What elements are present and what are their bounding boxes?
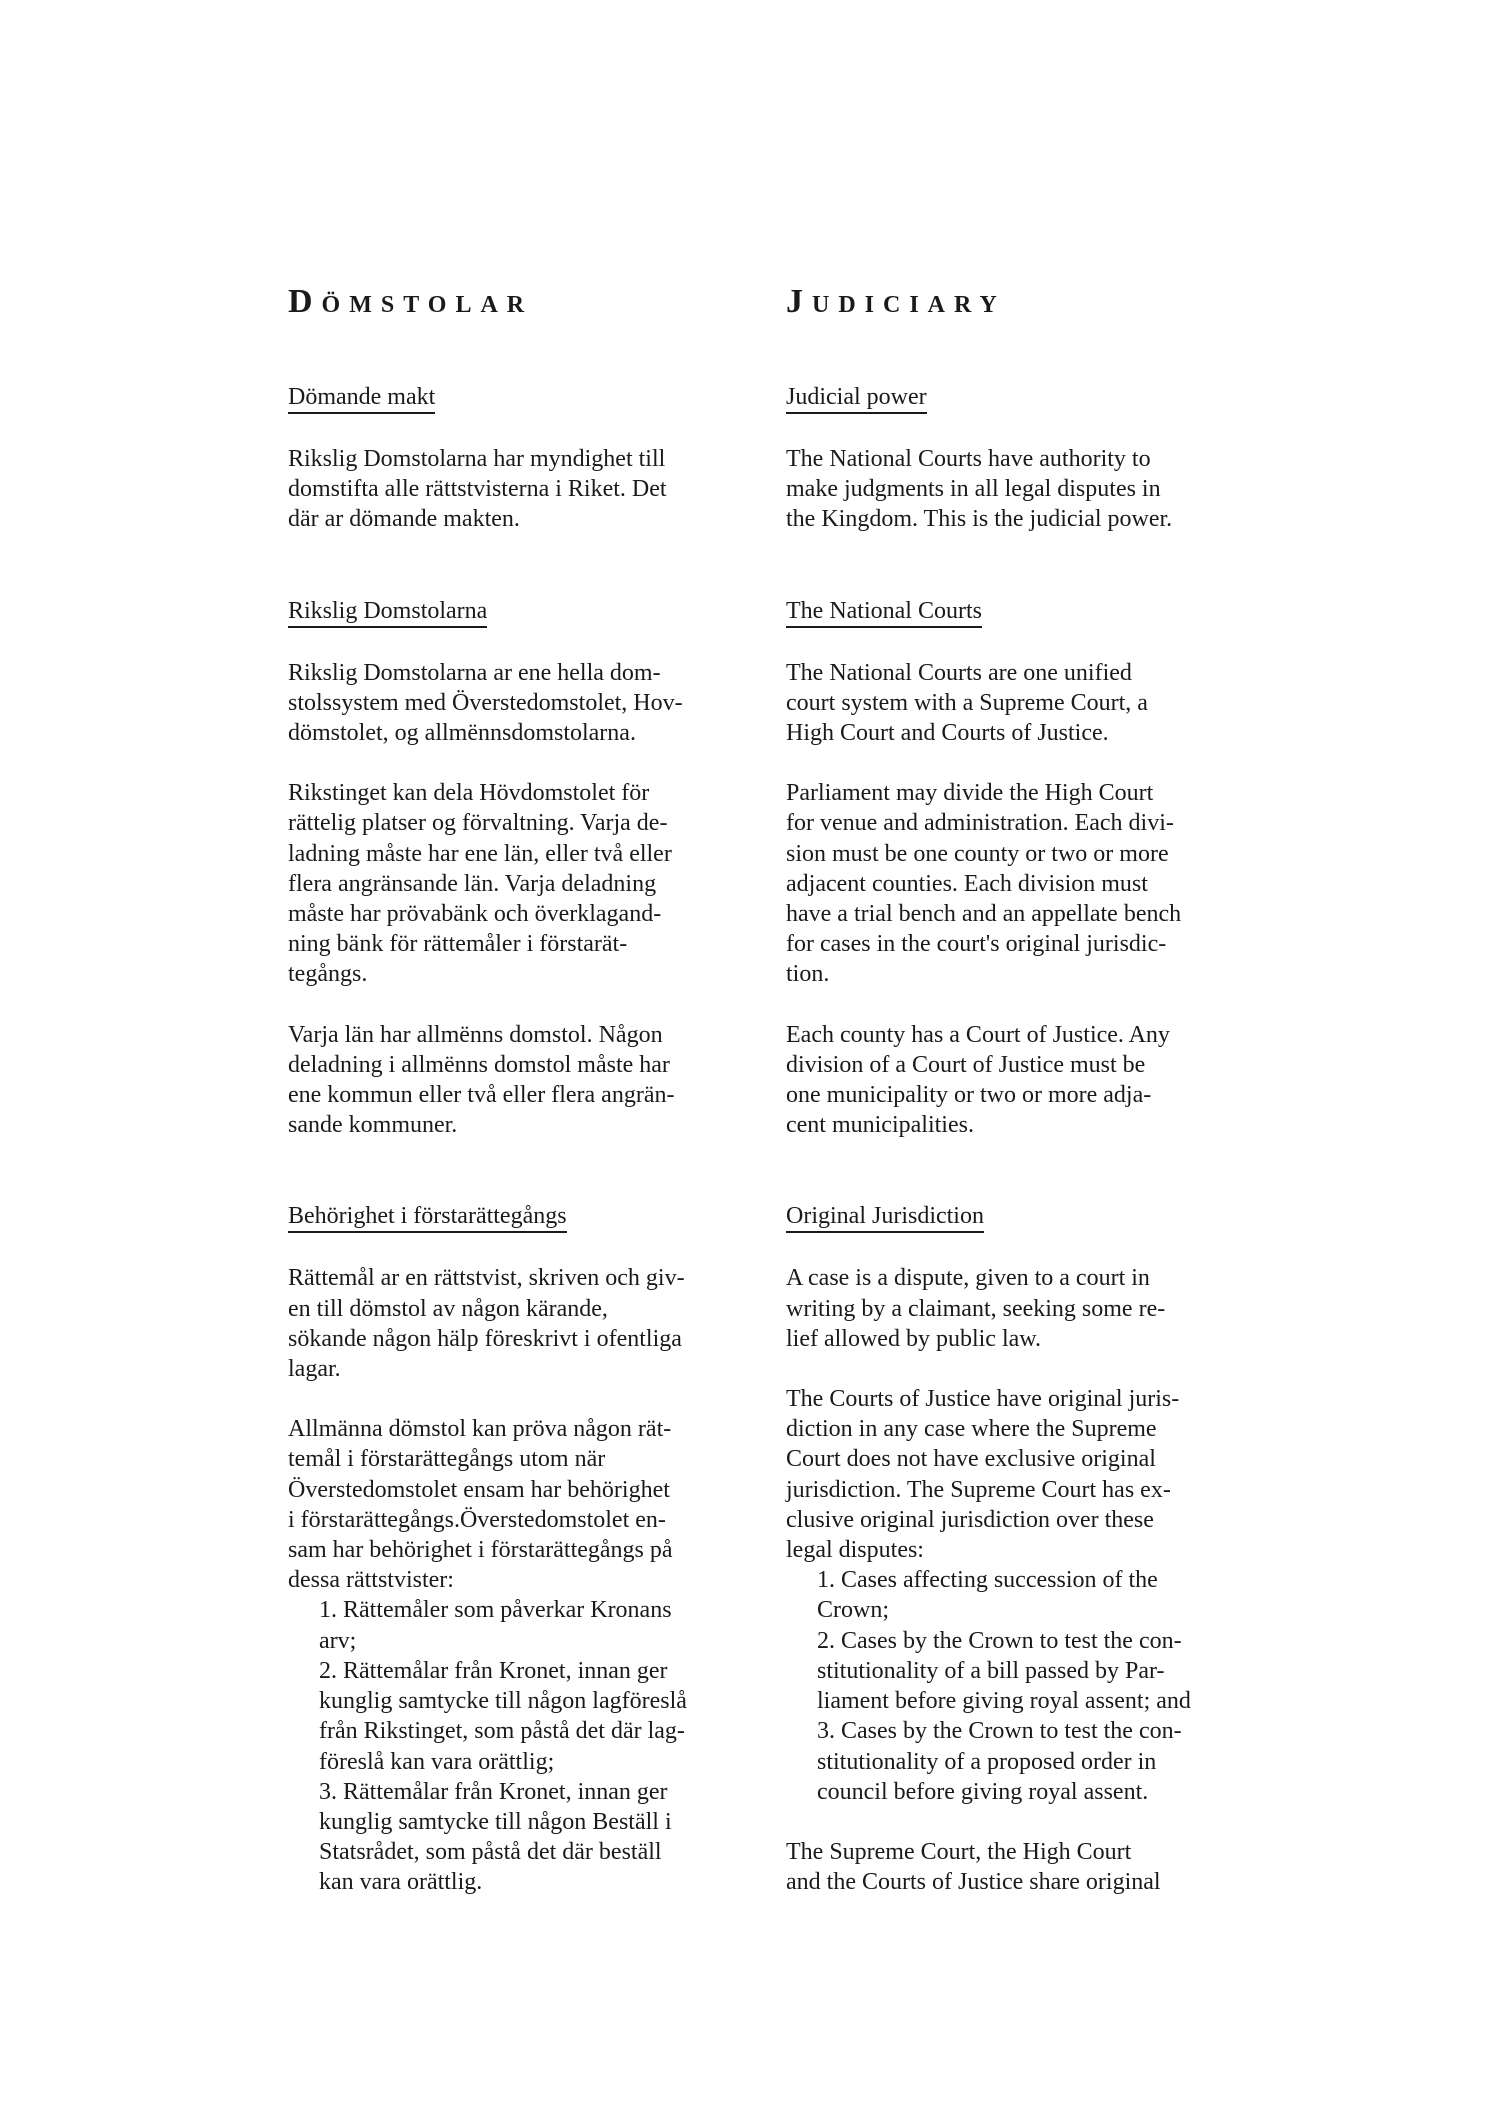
section-heading: Rikslig Domstolarna — [288, 596, 487, 628]
paragraph: A case is a dispute, given to a court in writing by a claimant, seeking some re- lief allowed by public law. — [786, 1265, 1166, 1352]
section-heading: Judicial power — [786, 382, 927, 414]
paragraph: The Supreme Court, the High Court and the Courts of Justice share original — [786, 1838, 1161, 1896]
paragraph: Rikslig Domstolarna ar ene hella dom- stolssystem med Överstedomstolet, Hov- dömstolet, og allmënnsdomstolarna. — [288, 659, 683, 747]
list-item: 2. Cases by the Crown to test the con- stitutionality of a bill passed by Par- liament before giving royal assent; and — [817, 1627, 1191, 1715]
column-title: Dömstolar — [288, 283, 534, 320]
paragraph: Rättemål ar en rättstvist, skriven och giv- en till dömstol av någon kärande, sökande någon hälp föreskrivt i ofentliga lagar. — [288, 1265, 685, 1383]
english-column — [786, 283, 1256, 1897]
paragraph: The National Courts are one unified court system with a Supreme Court, a High Court and Courts of Justice. — [786, 659, 1148, 747]
paragraph: The Courts of Justice have original juris- diction in any case where the Supreme Court does not have exclusive original jurisdiction. The Supreme Court has ex- clusive original jurisdiction over these legal disputes: — [786, 1386, 1180, 1564]
paragraph: The National Courts have authority to make judgments in all legal disputes in the Kingdom. This is the judicial power. — [786, 446, 1173, 533]
section-heading: The National Courts — [786, 596, 982, 628]
paragraph: Allmänna dömstol kan pröva någon rät- temål i förstarättegångs utom när Överstedomstolet ensam har behörighet i förstarättegångs.Överstedomstolet en- sam har behörighet i förstarättegångs på dessa rättstvister: — [288, 1416, 673, 1594]
paragraph: Varja län har allmënns domstol. Någon deladning i allmënns domstol måste har ene kommun eller två eller flera angrän- sande kommuner. — [288, 1021, 675, 1139]
list-item: 3. Rättemålar från Kronet, innan ger kunglig samtycke till någon Beställ i Statsrådet, som påstå det där beställ kan vara orättlig. — [319, 1778, 672, 1896]
swedish-column — [288, 283, 758, 1898]
section-heading: Original Jurisdiction — [786, 1201, 984, 1233]
paragraph: Rikslig Domstolarna har myndighet till domstifta alle rättstvisterna i Riket. Det där ar dömande makten. — [288, 446, 667, 533]
section-heading: Behörighet i förstarättegångs — [288, 1201, 567, 1233]
section-heading: Dömande makt — [288, 382, 435, 414]
list-item: 1. Rättemåler som påverkar Kronans arv; — [319, 1597, 672, 1654]
list-item: 3. Cases by the Crown to test the con- stitutionality of a proposed order in council before giving royal assent. — [817, 1718, 1182, 1805]
list-item: 1. Cases affecting succession of the Crown; — [817, 1567, 1158, 1624]
paragraph: Each county has a Court of Justice. Any division of a Court of Justice must be one municipality or two or more adja- cent municipalities. — [786, 1021, 1170, 1139]
paragraph: Rikstinget kan dela Hövdomstolet för rättelig platser og förvaltning. Varja de- ladning måste har ene län, eller två eller flera angränsande län. Varja deladning måste har prövabänk och överklagand- ning bänk för rättemåler i förstarät- tegångs. — [288, 780, 672, 988]
numbered-list — [319, 1595, 758, 1897]
column-title: Judiciary — [786, 283, 1006, 320]
paragraph: Parliament may divide the High Court for venue and administration. Each divi- sion must be one county or two or more adjacent counties. Each division must have a trial bench and an appellate bench for cases in the court's original jurisdic- tion. — [786, 780, 1182, 988]
numbered-list — [817, 1565, 1256, 1807]
list-item: 2. Rättemålar från Kronet, innan ger kunglig samtycke till någon lagföreslå från Rikstinget, som påstå det där lag- föreslå kan vara orättlig; — [319, 1657, 687, 1775]
